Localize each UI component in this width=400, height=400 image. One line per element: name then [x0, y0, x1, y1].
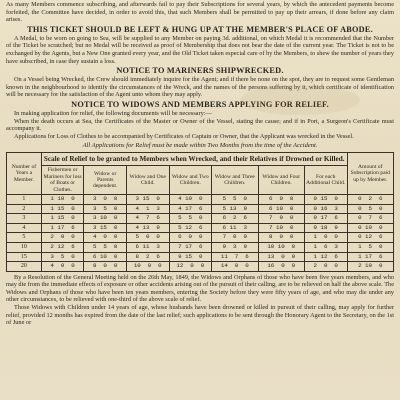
years-cell: 3 [7, 214, 42, 224]
relief-amount-cell: 9 3 9 [212, 242, 258, 252]
relief-amount-cell: 4 13 9 [126, 223, 169, 233]
relief-amount-cell: 0 7 6 [347, 214, 393, 224]
ticket-paragraph: A Medal, to be worn on going to Sea, will be supplied to any Member on paying 3d. additional, on which Medal it is recommended that the Number of the Ticket be scratched; but no Medal will be received as proof of Membership that does not bear the date of the current year. The Ticket is not to be exchanged by the Agents, but a New One granted every year, and the Old Ticket taken especial care of by the Members, to shew the number of years they have subscribed, in case they sustain a loss. [6, 34, 394, 65]
relief-amount-cell: 8 2 6 [126, 252, 169, 262]
relief-amount-cell: 1 0 0 [304, 233, 347, 243]
header-widow-four-children: Widow and Four Children. [258, 166, 304, 195]
relief-amount-cell: 10 0 0 [126, 262, 169, 272]
intro-paragraph: As many Members commence subscribing, and afterwards fail to pay their Subscriptions for several years, by which the antecedent payments become forfeited, the Committee have decided, in order to avoid this, that such Members shall be permitted to pay up their arrears, if done before any claim arises. [6, 1, 394, 24]
relief-amount-cell: 1 15 0 [41, 204, 84, 214]
relief-amount-cell: 6 2 6 [212, 214, 258, 224]
years-cell: 1 [7, 194, 42, 204]
header-fishermen: Fishermen or Mariners for loss of Boats or Clothes. [41, 166, 84, 195]
relief-amount-cell: 1 15 0 [41, 214, 84, 224]
header-amount: Amount of Subscription paid up by Member. [347, 153, 393, 195]
relief-amount-cell: 1 6 3 [304, 242, 347, 252]
relief-amount-cell: 5 5 0 [84, 242, 127, 252]
relief-amount-cell: 6 0 0 [169, 233, 212, 243]
years-cell: 2 [7, 204, 42, 214]
header-years: Number of Years a Member. [7, 153, 42, 195]
relief-amount-cell: 5 0 0 [126, 233, 169, 243]
relief-amount-cell: 6 11 3 [126, 242, 169, 252]
ticket-heading: THIS TICKET SHOULD BE LEFT & HUNG UP AT THE MEMBER'S PLACE OF ABODE. [27, 24, 373, 34]
relief-amount-cell: 3 0 0 [84, 194, 127, 204]
relief-amount-cell: 3 10 0 [84, 214, 127, 224]
relief-amount-cell: 2 10 0 [347, 262, 393, 272]
relief-amount-cell: 4 0 0 [41, 262, 84, 272]
widows-heading: NOTICE TO WIDOWS AND MEMBERS APPLYING FOR RELIEF. [71, 99, 329, 109]
relief-amount-cell: 16 0 0 [258, 262, 304, 272]
header-widow-three-children: Widow and Three Children. [212, 166, 258, 195]
header-each-child: For each Additional Child. [304, 166, 347, 195]
relief-amount-cell: 14 0 0 [212, 262, 258, 272]
relief-amount-cell: 1 17 6 [41, 223, 84, 233]
relief-amount-cell: 5 12 6 [169, 223, 212, 233]
table-row [7, 214, 394, 224]
relief-amount-cell: 8 0 0 [258, 233, 304, 243]
shipwrecked-heading: NOTICE TO MARINERS SHIPWRECKED. [116, 66, 284, 76]
relief-amount-cell: 3 5 0 [84, 204, 127, 214]
relief-amount-cell: 0 5 0 [347, 204, 393, 214]
relief-amount-cell: 7 0 0 [258, 214, 304, 224]
relief-amount-cell: 0 12 6 [347, 233, 393, 243]
relief-amount-cell: 5 5 0 [212, 194, 258, 204]
relief-amount-cell: 1 17 6 [347, 252, 393, 262]
relief-amount-cell: 3 5 0 [41, 252, 84, 262]
table-row [7, 252, 394, 262]
relief-amount-cell: 3 15 0 [84, 223, 127, 233]
relief-amount-cell: 11 7 6 [212, 252, 258, 262]
header-widow-parents: Widow or Parents dependent. [84, 166, 127, 195]
relief-amount-cell: 2 12 6 [41, 242, 84, 252]
relief-amount-cell: 2 0 0 [304, 262, 347, 272]
table-title: Scale of Relief to be granted to Members when Wrecked, and their Relatives if Drowned or Killed. [41, 153, 347, 166]
relief-amount-cell: 10 10 0 [258, 242, 304, 252]
relief-amount-cell: 12 0 0 [169, 262, 212, 272]
relief-amount-cell: 7 10 0 [258, 223, 304, 233]
relief-amount-cell: 9 15 0 [169, 252, 212, 262]
relief-amount-cell: 3 15 0 [126, 194, 169, 204]
relief-amount-cell: 1 10 0 [41, 194, 84, 204]
relief-amount-cell: 1 5 0 [347, 242, 393, 252]
relief-amount-cell: 0 16 3 [304, 204, 347, 214]
relief-amount-cell: 6 10 0 [258, 204, 304, 214]
relief-amount-cell: 4 0 0 [84, 233, 127, 243]
relief-amount-cell: 5 13 9 [212, 204, 258, 214]
relief-amount-cell: 0 17 6 [304, 214, 347, 224]
relief-amount-cell: 6 11 3 [212, 223, 258, 233]
table-row [7, 233, 394, 243]
relief-amount-cell: 2 0 0 [41, 233, 84, 243]
relief-amount-cell: 0 10 0 [347, 223, 393, 233]
relief-scale-table [6, 152, 394, 271]
relief-amount-cell: 6 0 0 [258, 194, 304, 204]
header-widow-one-child: Widow and One Child. [126, 166, 169, 195]
relief-amount-cell: 6 10 0 [84, 252, 127, 262]
relief-amount-cell: 7 17 6 [169, 242, 212, 252]
relief-amount-cell: 4 17 6 [169, 204, 212, 214]
table-body [7, 194, 394, 271]
children-paragraph: Those Widows with Children under 14 years of age, whose husbands have been drowned or killed in pursuit of their calling, may apply for further relief, provided 12 months has expired from the date of the last relief; such applications to be sent through the Honorary Agent to the Secretary, on the 1st of June or [6, 304, 394, 327]
widows-paragraph-3: Applications for Loss of Clothes to be accompanied by Certificates of Captain or Owner, that the Applicant was wrecked in the Vessel. [14, 132, 354, 140]
table-row [7, 223, 394, 233]
table-row [7, 194, 394, 204]
relief-amount-cell: 1 12 6 [304, 252, 347, 262]
widows-paragraph-1: In making application for relief, the following documents will be necessary:— [14, 109, 212, 117]
relief-amount-cell: 0 2 6 [347, 194, 393, 204]
table-row [7, 242, 394, 252]
table-row [7, 262, 394, 272]
years-cell: 4 [7, 223, 42, 233]
relief-amount-cell: 13 0 0 [258, 252, 304, 262]
relief-amount-cell: 4 7 6 [126, 214, 169, 224]
table-row [7, 204, 394, 214]
resolution-paragraph: By a Resolution of the General Meeting held on the 26th May, 1849, the Widows and Orphans of those who have been five years members, and who may die from the immediate effects of exposure or other accidents arising out of the pursuit of their calling, are to be relieved on half the above scale. The Widows and Orphans of those who have been ten years members, entering the Society before they were fifty years of age, and who may die under any other circumstances, to be relieved with one-third of the above scale of relief. [6, 273, 394, 304]
applications-notice: All Applications for Relief must be made within Two Months from the time of the Accident. [82, 142, 318, 150]
relief-amount-cell: 4 1 3 [126, 204, 169, 214]
years-cell: 20 [7, 262, 42, 272]
widows-paragraph-2: When the death occurs at Sea, the Certificates of the Master or Owner of the Vessel, stating the cause; and if in Port, a Surgeon's Certificate must accompany it. [6, 117, 394, 133]
relief-amount-cell: 7 0 0 [212, 233, 258, 243]
header-widow-two-children: Widow and Two Children. [169, 166, 212, 195]
relief-amount-cell: 8 0 0 [84, 262, 127, 272]
years-cell: 10 [7, 242, 42, 252]
relief-amount-cell: 0 15 0 [304, 194, 347, 204]
years-cell: 5 [7, 233, 42, 243]
years-cell: 15 [7, 252, 42, 262]
relief-amount-cell: 5 5 0 [169, 214, 212, 224]
relief-amount-cell: 0 18 9 [304, 223, 347, 233]
shipwrecked-paragraph: On a Vessel being Wrecked, the Crew should immediately inquire for the Agent; and if there be none on the spot, they are to request some Gentleman known in the neighbourhood to identify the circumstances of the Wreck, and the names of the persons suffering by it, which certificate of identification will be necessary for the satisfaction of the Agent unto whom they may apply. [6, 76, 394, 99]
relief-amount-cell: 4 10 0 [169, 194, 212, 204]
